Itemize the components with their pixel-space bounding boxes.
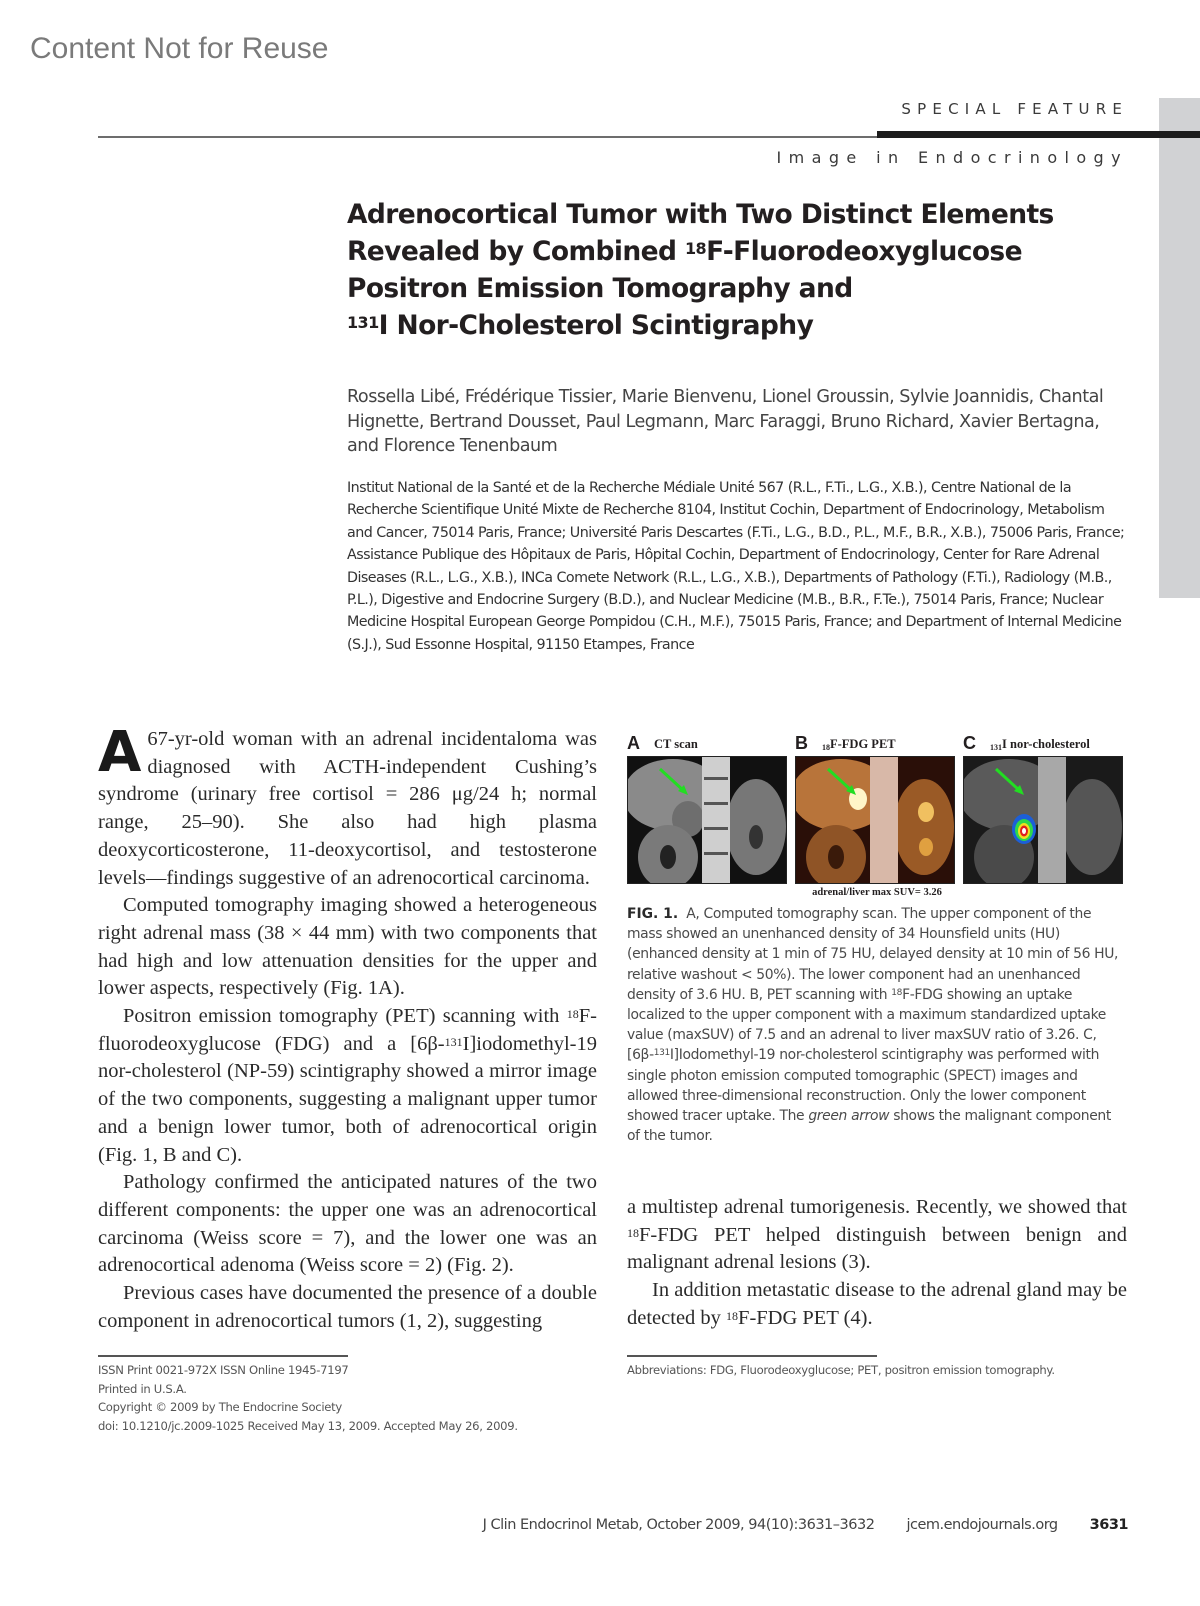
page-number: 3631 bbox=[1089, 1517, 1128, 1533]
ct-scan-image bbox=[627, 756, 787, 884]
paragraph-pet: Positron emission tomography (PET) scanning with $^{18}$F-fluorodeoxyglucose (FDG) and a [6β-$^{131}$I]iodomethyl-19 nor-cholesterol (NP-59) scintigraphy showed a mirror image of the two components, suggesting a malignant upper tumor and a benign lower tumor, both of adrenocortical origin (Fig. 1, B and C). bbox=[98, 1005, 597, 1166]
journal-website: jcem.endojournals.org bbox=[906, 1517, 1058, 1533]
affiliations: Institut National de la Santé et de la Recherche Médiale Unité 567 (R.L., F.Ti., L.G., X.B.), Centre National de la Recherche Scientifique Unité Mixte de Recherche 8104, Institut Cochin, Department of Endocrinology, Metabolism and Cancer, 75014 Paris, France; Université Paris Descartes (F.Ti., L.G., B.D., P.L., M.F., B.R., X.B.), 75006 Paris, France; Assistance Publique des Hôpitaux de Paris, Hôpital Cochin, Department of Endocrinology, Center for Rare Adrenal Diseases (R.L., L.G., X.B.), INCa Comete Network (R.L., L.G., X.B.), Departments of Pathology (F.Ti.), Radiology (M.B., P.L.), Digestive and Endocrine Surgery (B.D.), and Nuclear Medicine (M.B., B.R., F.Te.), 75014 Paris, France; Nuclear Medicine Hospital European George Pompidou (C.H., M.F.), 75015 Paris, France; and Department of Internal Medicine (S.J.), Sud Essonne Hospital, 91150 Etampes, France bbox=[347, 480, 1125, 653]
header-rule bbox=[98, 136, 878, 138]
pet-scan-image bbox=[795, 756, 955, 884]
paragraph-continued: a multistep adrenal tumorigenesis. Recently, we showed that $^{18}$F-FDG PET helped distinguish between benign and malignant adrenal lesions (3). bbox=[627, 1196, 1127, 1274]
suv-ratio-label: adrenal/liver max SUV= 3.26 bbox=[812, 887, 942, 898]
subsection-label: Image in Endocrinology bbox=[776, 148, 1128, 167]
drop-cap: A bbox=[98, 720, 142, 785]
paragraph-previous: Previous cases have documented the presence of a double component in adrenocortical tumors (1, 2), suggesting bbox=[98, 1282, 597, 1332]
footnote-rule bbox=[98, 1355, 348, 1357]
section-label: SPECIAL FEATURE bbox=[901, 100, 1128, 118]
header-rule-thick bbox=[877, 131, 1200, 138]
page-footer bbox=[483, 1517, 1128, 1533]
paragraph-metastatic: In addition metastatic disease to the adrenal gland may be detected by $^{18}$F-FDG PET (4). bbox=[627, 1279, 1127, 1329]
panel-c-scintigraphy: C $_{131}$ I nor-cholesterol bbox=[963, 734, 1123, 884]
side-tab bbox=[1159, 98, 1200, 598]
journal-citation: J Clin Endocrinol Metab, October 2009, 94(10):3631–3632 bbox=[482, 1517, 875, 1533]
panel-b-pet: B $_{18}$ F-FDG PET bbox=[795, 734, 955, 884]
article-title: Adrenocortical Tumor with Two Distinct Elements Revealed by Combined $^{18}$F-Fluorodeoxyglucose Positron Emission Tomography and $^{131}$I Nor-Cholesterol Scintigraphy bbox=[347, 199, 1054, 341]
paragraph-ct: Computed tomography imaging showed a heterogeneous right adrenal mass (38 × 44 mm) with two components that had high and low attenuation densities for the upper and lower aspects, respectively (Fig. 1A). bbox=[98, 894, 597, 1000]
scintigraphy-image bbox=[963, 756, 1123, 884]
paragraph-pathology: Pathology confirmed the anticipated natures of the two different components: the upper one was an adrenocortical carcinoma (Weiss score = 7), and the lower one was an adrenocortical adenoma (Weiss score = 2) (Fig. 2). bbox=[98, 1171, 597, 1277]
publication-info: ISSN Print 0021-972X ISSN Online 1945-7197 Printed in U.S.A. Copyright © 2009 by The Endocrine Society doi: 10.1210/jc.2009-1025 Received May 13, 2009. Accepted May 26, 2009. bbox=[98, 1363, 518, 1433]
body-column-right bbox=[627, 1194, 1127, 1333]
footnote-rule bbox=[627, 1355, 877, 1357]
paragraph-intro: A 67-yr-old woman with an adrenal incidentaloma was diagnosed with ACTH-independent Cushing’s syndrome (urinary free cortisol = 286 μg/24 h; normal range, 25–90). She also had high plasma deoxycorticosterone, 11-deoxycortisol, and testosterone levels—findings suggestive of an adrenocortical carcinoma. bbox=[98, 720, 597, 889]
panel-a-ct: A CT scan bbox=[627, 734, 787, 884]
figure-1 bbox=[627, 734, 1127, 898]
author-list: Rossella Libé, Frédérique Tissier, Marie Bienvenu, Lionel Groussin, Sylvie Joannidis, Chantal Hignette, Bertrand Dousset, Paul Legmann, Marc Faraggi, Bruno Richard, Xavier Bertagna, and Florence Tenenbaum bbox=[347, 387, 1104, 456]
watermark: Content Not for Reuse bbox=[30, 32, 329, 65]
body-column-left bbox=[98, 720, 597, 1335]
abbreviations-note: Abbreviations: FDG, Fluorodeoxyglucose; PET, positron emission tomography. bbox=[627, 1363, 1055, 1377]
figure-caption: FIG. 1. A, Computed tomography scan. The upper component of the mass showed an unenhanced density of 34 Hounsfield units (HU) (enhanced density at 1 min of 75 HU, delayed density at 10 min of 56 HU, relative washout < 50%). The lower component had an unenhanced density of 3.6 HU. B, PET scanning with $^{18}$F-FDG showing an uptake localized to the upper component with a maximum standardized uptake value (maxSUV) of 7.5 and an adrenal to liver maxSUV ratio of 3.26. C, [6β-$^{131}$I]Iodomethyl-19 nor-cholesterol scintigraphy was performed with single photon emission computed tomographic (SPECT) images and allowed three-dimensional reconstruction. Only the lower component showed tracer uptake. The green arrow shows the malignant component of the tumor. bbox=[627, 906, 1119, 1145]
